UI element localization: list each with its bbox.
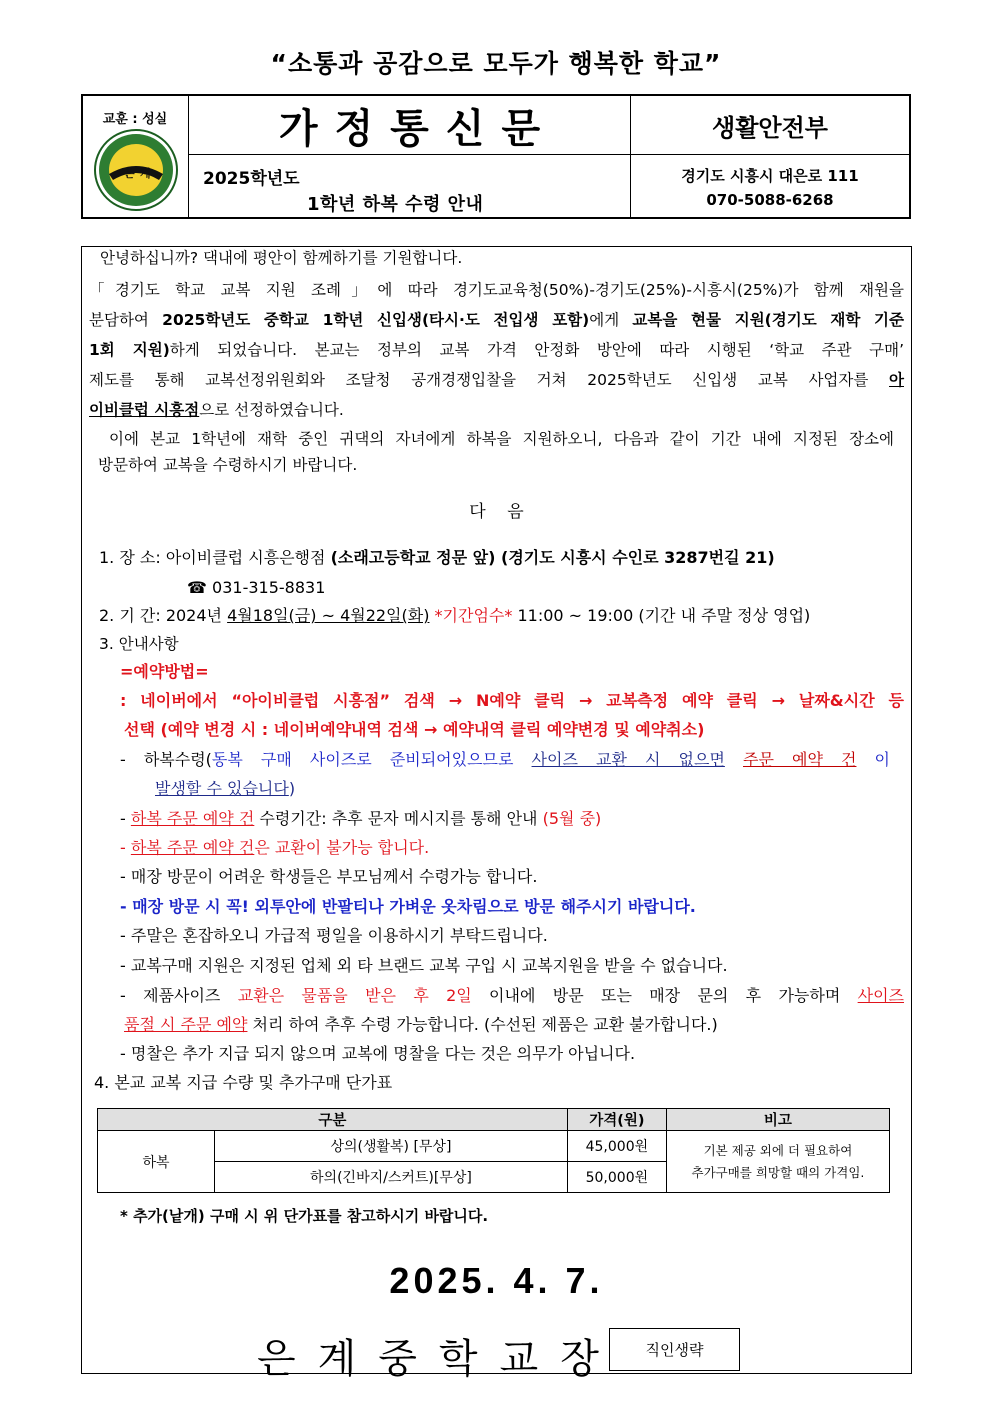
school-motto-label: 교훈 : 성실 (102, 112, 168, 127)
price-table-header-note: 비고 (666, 1109, 889, 1131)
price-table-item: 상의(생활복) [무상] (215, 1131, 568, 1162)
greeting: 안녕하십니까? 댁내에 평안이 함께하기를 기원합니다. (100, 249, 463, 267)
subtitle-topic: 1학년 하복 수령 안내 (307, 194, 484, 215)
notice-9: - 명찰은 추가 지급 되지 않으며 교복에 명찰을 다는 것은 의무가 아닙니다. (120, 1044, 636, 1063)
price-table-header-category: 구분 (98, 1109, 568, 1131)
letter-body (81, 246, 912, 1382)
price-table-note: 기본 제공 외에 더 필요하여 추가구매를 희망할 때의 가격임. (666, 1131, 889, 1193)
para1-line2: 분담하여 2025학년도 중학교 1학년 신입생(타시·도 전입생 포함)에게 교복을 현물 지원(경기도 재학 기준 (89, 311, 905, 329)
school-motto: “소통과 공감으로 모두가 행복한 학교” (270, 49, 722, 78)
para1-line3: 1회 지원)하게 되었습니다. 본교는 정부의 교복 가격 안정화 방안에 따라 시행된 ‘학교 주관 구매’ (89, 341, 904, 359)
contact-cell (631, 155, 909, 217)
price-table-price: 45,000원 (567, 1131, 666, 1162)
department-cell (631, 96, 909, 155)
phone-icon: ☎ (187, 578, 207, 597)
reservation-line2: 선택 (예약 변경 시 : 네이버예약내역 검색 → 예약내역 클릭 예약변경 및 예약취소) (124, 720, 705, 739)
notice-6: - 주말은 혼잡하오니 가급적 평일을 이용하시기 부탁드립니다. (120, 926, 548, 945)
subtitle-cell (189, 155, 631, 217)
notice-2: - 하복 주문 예약 건 수령기간: 추후 문자 메시지를 통해 안내 (5월 중) (120, 809, 602, 828)
item-location-phone: ☎ 031-315-8831 (187, 578, 326, 597)
title-cell (189, 96, 631, 155)
header-table (81, 94, 911, 219)
reservation-line1: : 네이버에서 “아이비클럽 시흥점” 검색 → N예약 클릭 → 교복측정 예약 클릭 → 날짜&시간 등 (120, 691, 904, 710)
logo-cell (83, 96, 189, 217)
notice-4: - 매장 방문이 어려운 학생들은 부모님께서 수령가능 합니다. (120, 867, 538, 886)
school-phone: 070-5088-6268 (706, 191, 834, 209)
para1-line1: 「경기도 학교 교복 지원 조례」에 따라 경기도교육청(50%)-경기도(25%)-시흥시(25%)가 함께 재원을 (89, 281, 904, 299)
price-footnote: * 추가(낱개) 구매 시 위 단가표를 참고하시기 바랍니다. (120, 1207, 489, 1225)
notice-5: - 매장 방문 시 꼭! 외투안에 반팔티나 가벼운 옷차림으로 방문 해주시기 바랍니다. (120, 897, 696, 916)
subtitle-year: 2025학년도 (203, 169, 300, 189)
item-period: 2. 기 간: 2024년 4월18일(금) ~ 4월22일(화) *기간엄수* 11:00 ~ 19:00 (기간 내 주말 정상 영업) (99, 606, 811, 625)
section-heading: 다 음 (469, 502, 524, 522)
price-table (97, 1108, 890, 1193)
para1-line5: 이비클럽 시흥점으로 선정하였습니다. (89, 401, 344, 419)
price-table-item: 하의(긴바지/스커트)[무상] (215, 1162, 568, 1193)
school-address: 경기도 시흥시 대은로 111 (681, 167, 859, 185)
item-price-table-title: 4. 본교 교복 지급 수량 및 추가구매 단가표 (94, 1073, 393, 1092)
school-emblem-icon (93, 128, 179, 212)
department-name: 생활안전부 (712, 113, 828, 142)
issue-date: 2025. 4. 7. (389, 1260, 604, 1301)
seal-box: 직인생략 (609, 1328, 740, 1371)
para2-line1: 이에 본교 1학년에 재학 중인 귀댁의 자녀에게 하복을 지원하오니, 다음과 같이 기간 내에 지정된 장소에 (109, 430, 894, 448)
principal-signature: 은계중학교장 (257, 1336, 621, 1382)
notice-1-line2: 발생할 수 있습니다) (155, 779, 296, 798)
item-location: 1. 장 소: 아이비클럽 시흥은행점 (소래고등학교 정문 앞) (경기도 시흥시 수인로 3287번길 21) (99, 548, 775, 567)
price-table-header-price: 가격(원) (567, 1109, 666, 1131)
para1-line4: 제도를 통해 교복선정위원회와 조달청 공개경쟁입찰을 거쳐 2025학년도 신입생 교복 사업자를 아 (89, 371, 904, 389)
emblem-char-left: 은 (124, 167, 135, 180)
notice-3: - 하복 주문 예약 건은 교환이 불가능 합니다. (120, 838, 430, 857)
document-title: 가정통신문 (278, 105, 558, 152)
notice-8-line2: 품절 시 주문 예약 처리 하여 추후 수령 가능합니다. (수선된 제품은 교환 불가합니다.) (124, 1015, 718, 1034)
price-table-price: 50,000원 (567, 1162, 666, 1193)
price-table-category: 하복 (98, 1131, 215, 1193)
item-notices: 3. 안내사항 (99, 635, 179, 653)
emblem-char-right: 계 (140, 167, 151, 180)
notice-8-line1: - 제품사이즈 교환은 물품을 받은 후 2일 이내에 방문 또는 매장 문의 후 가능하며 사이즈 (120, 986, 904, 1005)
notice-1-line1: - 하복수령(동복 구매 사이즈로 준비되어있으므로 사이즈 교환 시 없으면 주문 예약 건 이 (120, 750, 890, 769)
para2-line2: 방문하여 교복을 수령하시기 바랍니다. (98, 456, 358, 474)
reservation-title: =예약방법= (120, 662, 209, 681)
notice-7: - 교복구매 지원은 지정된 업체 외 타 브랜드 교복 구입 시 교복지원을 받을 수 없습니다. (120, 956, 728, 975)
